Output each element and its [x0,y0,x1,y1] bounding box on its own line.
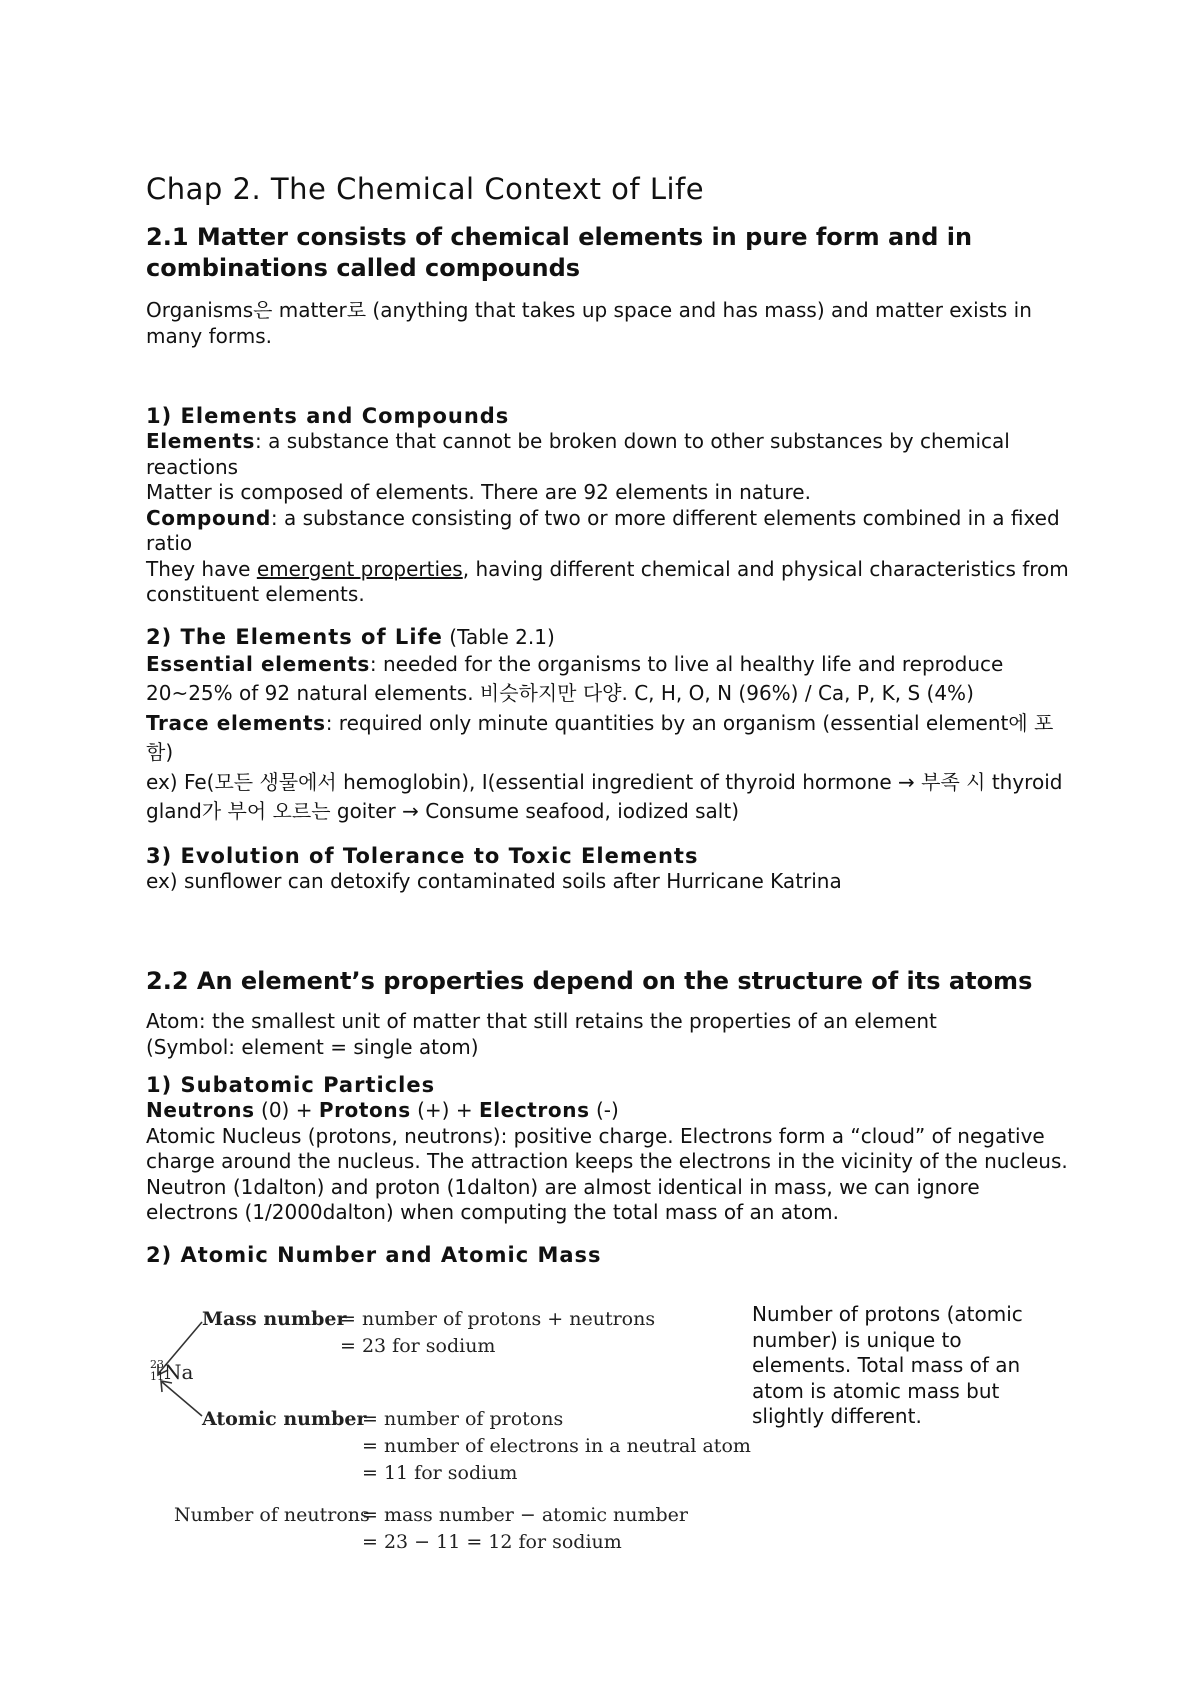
elements-def-text: : a substance that cannot be broken down to other substances by chemical reactions [146,429,1010,479]
emergent-properties-line [146,557,1076,608]
neutrons-eq2: = 23 − 11 = 12 for sodium [362,1531,622,1553]
neutrons-charge: (0) + [254,1098,319,1122]
chapter-title: Chap 2. The Chemical Context of Life [146,172,705,206]
essential-def-text: : needed for the organisms to live al healthy life and reproduce [369,651,1004,676]
section-2-2 [146,966,1076,1268]
essential-elements-definition [146,650,1076,680]
atom-definition: Atom: the smallest unit of matter that still retains the properties of an element [146,1009,937,1033]
subsection-heading: 3) Evolution of Tolerance to Toxic Elements [146,843,699,868]
neutrons-term: Neutrons [146,1098,255,1122]
atomic-number-eq3: = 11 for sodium [362,1462,518,1484]
trace-def-text: : required only minute quantities by an organism (essential element에 포함) [146,710,1054,764]
mass-number-eq1: = number of protons + neutrons [340,1308,656,1330]
atomic-number-label: Atomic number [202,1408,367,1430]
subsection-heading: 1) Subatomic Particles [146,1073,436,1097]
particles-line [146,1098,1076,1124]
emergent-properties-term: emergent properties [256,556,463,581]
compound-term: Compound [146,505,271,530]
mass-paragraph: Neutron (1dalton) and proton (1dalton) are almost identical in mass, we can ignore electrons (1/2000dalton) when computing the total mass of an atom. [146,1174,980,1224]
trace-term: Trace elements [146,710,326,735]
subsection-subatomic-particles [146,1072,1076,1226]
electrons-term: Electrons [478,1098,590,1122]
compound-definition [146,506,1076,557]
elements-term: Elements [146,429,255,453]
section-2-1-heading: 2.1 Matter consists of chemical elements in pure form and in combinations called compounds [146,223,973,282]
atomic-number-side-note: Number of protons (atomic number) is unique to elements. Total mass of an atom is atomic mass but slightly different. [752,1302,1023,1428]
symbol-mass-superscript: 23 [150,1358,164,1371]
section-2-2-heading: 2.2 An element’s properties depend on the structure of its atoms [146,967,1033,995]
protons-term: Protons [318,1098,411,1122]
atom-symbol-note: (Symbol: element = single atom) [146,1034,479,1059]
atomic-number-eq2: = number of electrons in a neutral atom [362,1435,751,1457]
neutrons-label: Number of neutrons [174,1504,370,1526]
subsection-heading [146,624,1076,650]
subsection-elements-of-life [146,624,1076,827]
mass-number-label: Mass number [202,1308,347,1330]
atomic-number-eq1: = number of protons [362,1408,564,1430]
nucleus-paragraph: Atomic Nucleus (protons, neutrons): positive charge. Electrons form a “cloud” of negative charge around the nucleus. The attraction keeps the electrons in the vicinity of the nucleus. [146,1123,1068,1173]
essential-elements-line2: 20~25% of 92 natural elements. 비슷하지만 다양. C, H, O, N (96%) / Ca, P, K, S (4%) [146,681,974,705]
atomic-notation-figure [150,1308,751,1578]
subsection-elements-compounds [146,403,1076,608]
emergent-post: , having different chemical and physical characteristics from constituent elements. [146,556,1069,606]
subsection-heading: 1) Elements and Compounds [146,404,510,428]
sunflower-example: ex) sunflower can detoxify contaminated soils after Hurricane Katrina [146,868,842,893]
neutrons-eq1: = mass number − atomic number [362,1504,688,1526]
section-2-1 [146,222,1076,894]
element-symbol: Na [164,1360,194,1384]
subsection-toxic-tolerance [146,843,1076,895]
section-2-1-intro: Organisms은 matter로 (anything that takes up space and has mass) and matter exists in many forms. [146,298,1032,348]
emergent-pre: They have [146,556,257,581]
arrow-atomic-number [162,1382,202,1416]
subsection-atomic-number [146,1242,1076,1268]
trace-example-line: ex) Fe(모든 생물에서 hemoglobin), I(essential ingredient of thyroid hormone → 부족 시 thyroid gland가 부어 오르는 goiter → Consume seafood, iodized salt) [146,769,1063,823]
electrons-charge: (-) [589,1098,619,1122]
protons-charge: (+) + [410,1098,479,1122]
compound-def-text: : a substance consisting of two or more different elements combined in a fixed ratio [146,505,1060,555]
trace-elements-definition [146,709,1076,768]
elements-definition [146,429,1076,480]
essential-term: Essential elements [146,651,370,676]
mass-number-eq2: = 23 for sodium [340,1335,496,1357]
table-reference: (Table 2.1) [442,624,555,649]
symbol-atomic-subscript: 11 [150,1370,164,1383]
heading-text: 2) The Elements of Life [146,624,443,649]
subsection-heading: 2) Atomic Number and Atomic Mass [146,1242,602,1267]
matter-line: Matter is composed of elements. There are 92 elements in nature. [146,480,811,504]
